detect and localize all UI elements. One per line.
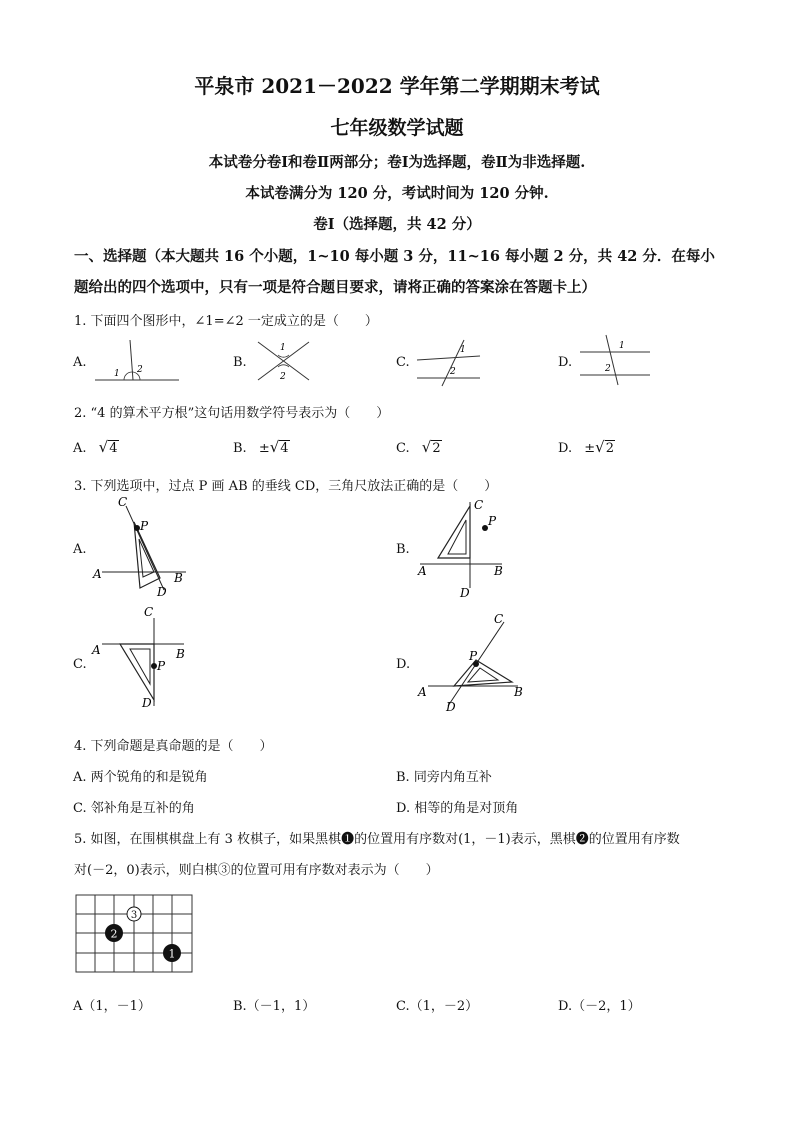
- q4-option-b: B. 同旁内角互补: [396, 770, 492, 785]
- q2-option-a-label: A.: [73, 441, 87, 456]
- section-instructions-1: 一、选择题（本大题共 16 个小题，1~10 每小题 3 分，11~16 每小题 2 分，共 42 分．在每小: [74, 248, 715, 265]
- q1-figure-c: [415, 338, 485, 386]
- q1-option-a-label: A.: [73, 355, 87, 370]
- q3-a-point-p: P: [140, 519, 149, 533]
- q3-figure-a: [90, 492, 195, 604]
- q1-c-angle-1: 1: [460, 345, 466, 355]
- q3-b-point-c: C: [474, 498, 484, 512]
- q3-figure-b: [410, 492, 520, 604]
- q2-option-c-radicand: 2: [432, 441, 441, 456]
- q3-figure-c: [88, 602, 198, 714]
- section-instructions-2: 题给出的四个选项中，只有一项是符合题目要求，请将正确的答案涂在答题卡上）: [74, 279, 596, 296]
- q3-d-point-a: A: [418, 685, 427, 699]
- q3-d-point-c: C: [494, 612, 504, 626]
- q3-c-point-a: A: [92, 643, 101, 657]
- q3-figure-d: [414, 610, 534, 714]
- question-2-stem: 2. “4 的算术平方根”这句话用数学符号表示为（ ）: [74, 406, 390, 421]
- page-subtitle: 七年级数学试题: [330, 117, 464, 139]
- q3-c-point-c: C: [144, 605, 154, 619]
- question-5-stem-2: 对(－2，0)表示，则白棋③的位置可用有序数对表示为（ ）: [74, 863, 439, 878]
- page-title: 平泉市 2021－2022 学年第二学期期末考试: [194, 74, 600, 98]
- q3-d-point-b: B: [514, 685, 523, 699]
- q2-option-c: C. √2: [396, 438, 441, 456]
- q3-a-point-c: C: [118, 495, 128, 509]
- q3-option-b-label: B.: [396, 542, 410, 557]
- question-1-stem: 1. 下面四个图形中，∠1=∠2 一定成立的是（ ）: [74, 314, 378, 329]
- q3-option-a-label: A.: [73, 542, 87, 557]
- q1-figure-d: [578, 333, 653, 385]
- q3-c-point-b: B: [176, 647, 185, 661]
- q2-option-b-sign: ±: [258, 441, 270, 456]
- question-4-stem: 4. 下列命题是真命题的是（ ）: [74, 739, 273, 754]
- q1-d-angle-1: 1: [619, 341, 625, 351]
- q2-option-d-sign: ±: [584, 441, 596, 456]
- exam-note-1: 本试卷分卷Ⅰ和卷Ⅱ两部分；卷Ⅰ为选择题，卷Ⅱ为非选择题.: [208, 154, 586, 171]
- black-stone-1-label: 1: [168, 947, 176, 961]
- q3-b-point-p: P: [488, 514, 497, 528]
- q3-b-point-b: B: [494, 564, 503, 578]
- q3-option-c-label: C.: [73, 657, 87, 672]
- q3-option-d-label: D.: [396, 657, 411, 672]
- q5-option-a: A（1，－1）: [73, 999, 151, 1014]
- q3-b-point-a: A: [418, 564, 427, 578]
- q5-option-b: B.（－1，1）: [233, 999, 316, 1014]
- q3-c-point-p: P: [157, 659, 166, 673]
- q3-c-point-d: D: [142, 696, 152, 710]
- black-stone-2-label: 2: [110, 927, 118, 941]
- q5-option-d: D.（－2，1）: [558, 999, 641, 1014]
- q2-option-a: A. √4: [73, 438, 118, 456]
- q3-b-point-d: D: [460, 586, 470, 600]
- q1-b-angle-2: 2: [280, 372, 286, 382]
- q4-option-a: A. 两个锐角的和是锐角: [73, 770, 208, 785]
- q3-a-point-a: A: [93, 567, 102, 581]
- q1-option-c-label: C.: [396, 355, 410, 370]
- white-stone-3-label: 3: [130, 910, 138, 921]
- q1-c-angle-2: 2: [450, 367, 456, 377]
- q2-option-a-radicand: 4: [109, 441, 118, 456]
- q2-option-c-label: C.: [396, 441, 410, 456]
- q4-option-d: D. 相等的角是对顶角: [396, 801, 519, 816]
- question-3-stem: 3. 下列选项中，过点 P 画 AB 的垂线 CD，三角尺放法正确的是（ ）: [74, 479, 498, 494]
- q4-option-c: C. 邻补角是互补的角: [73, 801, 195, 816]
- q3-a-point-d: D: [157, 585, 167, 599]
- q1-option-b-label: B.: [233, 355, 247, 370]
- q3-d-point-p: P: [469, 649, 478, 663]
- exam-note-2: 本试卷满分为 120 分，考试时间为 120 分钟.: [245, 185, 549, 202]
- q2-option-b: B. ±√4: [233, 438, 289, 456]
- question-5-stem-1: 5. 如图，在围棋棋盘上有 3 枚棋子，如果黑棋❶的位置用有序数对(1，－1)表示，黑棋❷的位置用有序数: [74, 832, 680, 847]
- q5-option-c: C.（1，－2）: [396, 999, 479, 1014]
- q1-d-angle-2: 2: [605, 364, 611, 374]
- q1-a-angle-1: 1: [114, 369, 120, 379]
- q2-option-d-label: D.: [558, 441, 573, 456]
- q2-option-b-label: B.: [233, 441, 247, 456]
- q2-option-d-radicand: 2: [605, 441, 614, 456]
- go-board: [74, 893, 196, 975]
- q1-b-angle-1: 1: [280, 343, 286, 353]
- q1-figure-a: [93, 338, 183, 383]
- q1-a-angle-2: 2: [137, 365, 143, 375]
- q1-option-d-label: D.: [558, 355, 573, 370]
- q3-d-point-d: D: [446, 700, 456, 714]
- q2-option-d: D. ±√2: [558, 438, 614, 456]
- q1-figure-b: [255, 338, 315, 383]
- q3-a-point-b: B: [174, 571, 183, 585]
- q2-option-b-radicand: 4: [280, 441, 289, 456]
- part-heading: 卷Ⅰ（选择题，共 42 分）: [313, 216, 481, 233]
